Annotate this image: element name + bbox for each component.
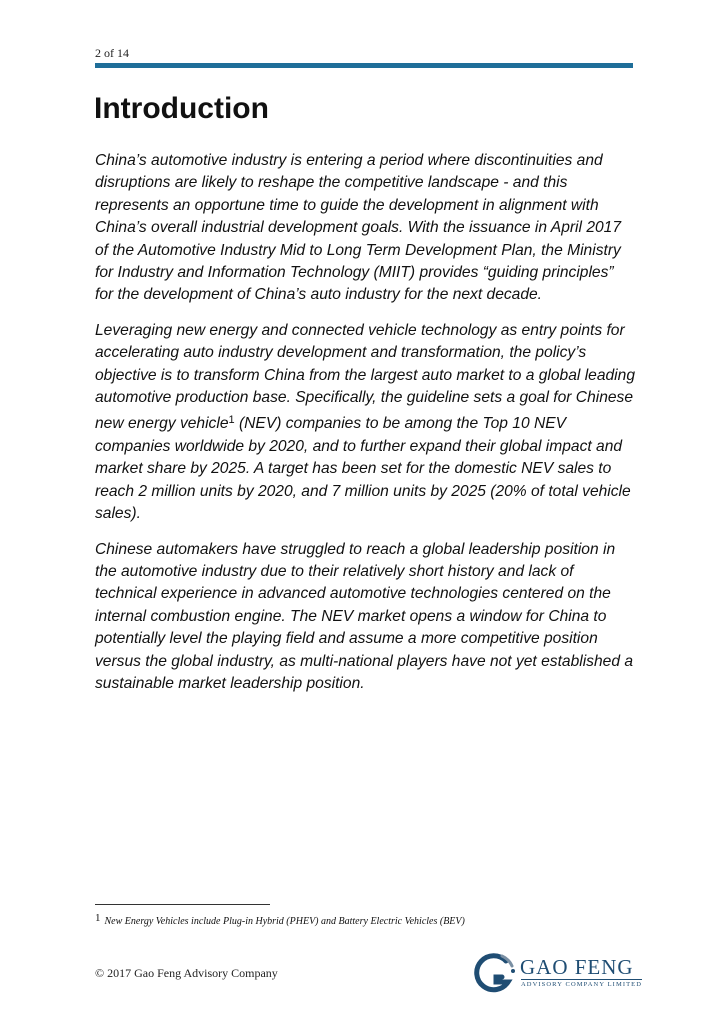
body-text (95, 150, 635, 708)
company-logo (472, 952, 642, 992)
paragraph-2-text-before: Leveraging new energy and connected vehicle technology as entry points for accelerating auto industry development and transformation, the policy’s objective is to transform China from the largest auto market to a global leading automotive production base. Specifically, the guideline sets a goal for Chinese new energy vehicle (95, 321, 635, 433)
footnote (95, 912, 635, 927)
paragraph-2-text-after: (NEV) companies to be among the Top 10 NEV companies worldwide by 2020, and to further expand their global impact and market share by 2025. A target has been set for the domestic NEV sales to reach 2 million units by 2020, and 7 million units by 2025 (20% of total vehicle sales). (95, 415, 631, 523)
copyright: © 2017 Gao Feng Advisory Company (95, 966, 278, 980)
page-number: 2 of 14 (95, 46, 129, 60)
header-rule (95, 63, 633, 68)
paragraph-1: China’s automotive industry is entering a period where discontinuities and disruptions are likely to reshape the competitive landscape - and this represents an opportune time to guide the development in alignment with China’s overall industrial development goals. With the issuance in April 2017 of the Automotive Industry Mid to Long Term Development Plan, the Ministry for Industry and Information Technology (MIIT) provides “guiding principles” for the development of China’s auto industry for the next decade. (95, 152, 622, 304)
paragraph-2 (95, 320, 635, 526)
gao-feng-logo-icon (472, 952, 516, 996)
paragraph-3: Chinese automakers have struggled to reach a global leadership position in the automotive industry due to their relatively short history and lack of technical experience in advanced automotive technologies centered on the internal combustion engine. The NEV market opens a window for China to potentially level the playing field and assume a more competitive position versus the global industry, as multi-national players have not yet established a sustainable market leadership position. (95, 540, 633, 692)
logo-name: GAO FENG (520, 955, 634, 979)
footnote-reference[interactable]: 1 (228, 414, 235, 427)
logo-subtitle: ADVISORY COMPANY LIMITED (521, 981, 643, 988)
page-title: Introduction (94, 92, 269, 125)
footnote-text: New Energy Vehicles include Plug-in Hybrid (PHEV) and Battery Electric Vehicles (BEV) (104, 916, 465, 927)
footnote-number: 1 (95, 912, 101, 924)
footnote-rule (95, 904, 270, 905)
